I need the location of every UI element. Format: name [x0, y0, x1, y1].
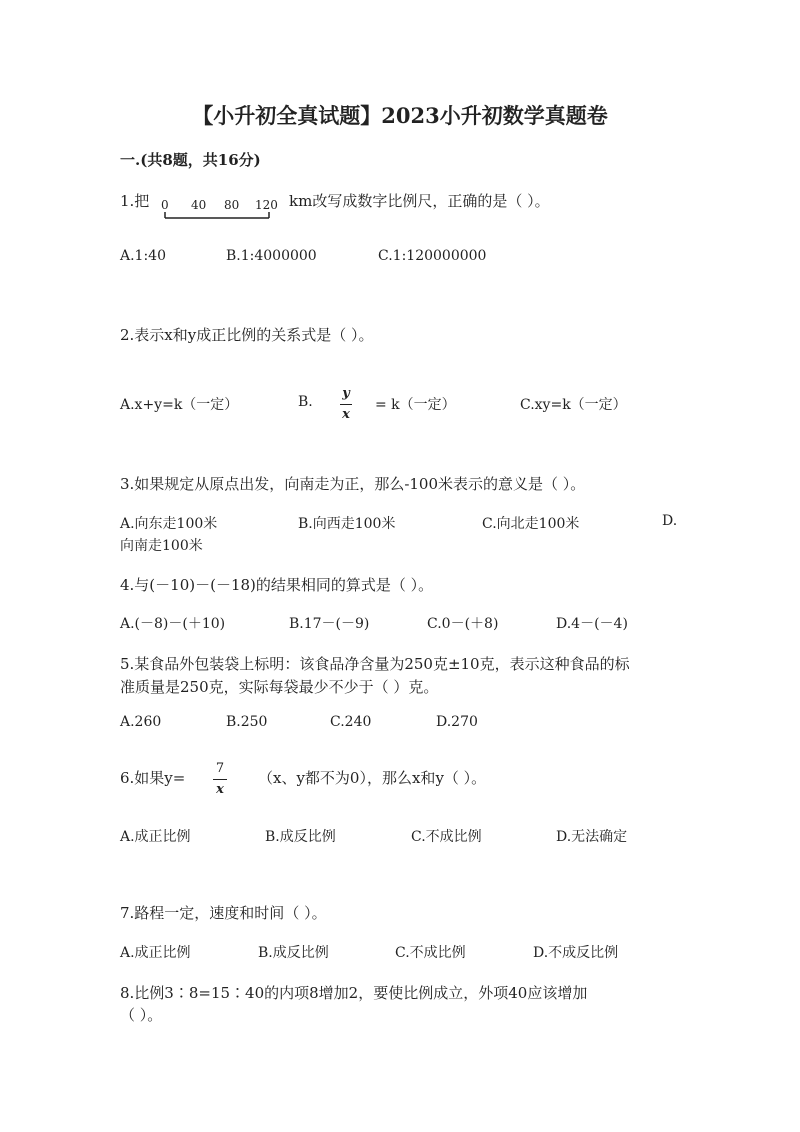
fraction-bar	[213, 779, 227, 780]
q1-option-a: A.1:40	[120, 248, 166, 264]
q7-option-c: C.不成比例	[395, 945, 466, 961]
q3-option-c: C.向北走100米	[482, 516, 580, 532]
question-3-text: 3.如果规定从原点出发，向南走为正，那么-100米表示的意义是（ ）。	[120, 475, 586, 493]
q5-option-a: A.260	[120, 714, 162, 730]
q3-option-b: B.向西走100米	[298, 516, 396, 532]
q1-option-b: B.1:4000000	[226, 248, 317, 264]
question-8-line-1: 8.比例3∶8=15∶40的内项8增加2，要使比例成立，外项40应该增加	[120, 984, 588, 1002]
scale-bar	[161, 212, 281, 222]
q7-option-b: B.成反比例	[258, 945, 329, 961]
q3-option-d-text: 向南走100米	[120, 538, 203, 554]
q1-option-c: C.1:120000000	[378, 248, 487, 264]
q6-option-a: A.成正比例	[120, 829, 191, 845]
q2-fraction-denominator: x	[342, 407, 350, 422]
q3-option-d-label: D.	[662, 513, 678, 529]
q2-fraction	[340, 386, 352, 423]
section-heading: 一.(共8题，共16分)	[120, 151, 261, 169]
q2-option-a: A.x+y=k（一定）	[120, 397, 239, 413]
q6-fraction-numerator: 7	[215, 761, 225, 776]
q4-option-d: D.4－(－4)	[556, 616, 628, 632]
q3-option-a: A.向东走100米	[120, 516, 218, 532]
q6-option-b: B.成反比例	[265, 829, 336, 845]
q2-option-b-rest: = k（一定）	[375, 397, 456, 413]
question-6-text: （x、y都不为0），那么x和y（ ）。	[258, 769, 487, 787]
q4-option-a: A.(－8)－(＋10)	[120, 616, 226, 632]
q6-option-d: D.无法确定	[556, 829, 628, 845]
page-title: 【小升初全真试题】2023小升初数学真题卷	[192, 103, 608, 128]
q6-fraction	[213, 761, 227, 798]
q5-option-b: B.250	[226, 714, 268, 730]
q2-option-b: B.	[298, 394, 313, 410]
question-1-text: km改写成数字比例尺，正确的是（ ）。	[289, 192, 550, 210]
q6-option-c: C.不成比例	[411, 829, 482, 845]
question-4-text: 4.与(－10)－(－18)的结果相同的算式是（ ）。	[120, 576, 434, 594]
q2-option-c: C.xy=k（一定）	[520, 397, 627, 413]
fraction-bar	[340, 404, 352, 405]
q6-fraction-denominator: x	[216, 782, 224, 797]
question-1-prefix: 1.把	[120, 192, 150, 210]
q5-option-c: C.240	[330, 714, 372, 730]
q4-option-c: C.0－(＋8)	[427, 616, 499, 632]
question-7-text: 7.路程一定，速度和时间（ ）。	[120, 904, 327, 922]
q7-option-a: A.成正比例	[120, 945, 191, 961]
q7-option-d: D.不成反比例	[533, 945, 619, 961]
question-8-line-2: （ ）。	[120, 1006, 163, 1024]
scale-tick-40: 40	[191, 198, 207, 212]
question-5-line-2: 准质量是250克，实际每袋最少不少于（ ）克。	[120, 678, 439, 696]
question-6-prefix: 6.如果y=	[120, 769, 186, 787]
q2-fraction-numerator: y	[342, 386, 350, 401]
q5-option-d: D.270	[436, 714, 478, 730]
scale-ruler	[161, 188, 281, 224]
scale-tick-80: 80	[224, 198, 240, 212]
scale-tick-0: 0	[161, 198, 169, 212]
scale-tick-120: 120	[255, 198, 278, 212]
question-2-text: 2.表示x和y成正比例的关系式是（ ）。	[120, 326, 374, 344]
question-5-line-1: 5.某食品外包装袋上标明：该食品净含量为250克±10克，表示这种食品的标	[120, 655, 630, 673]
q4-option-b: B.17－(－9)	[289, 616, 370, 632]
